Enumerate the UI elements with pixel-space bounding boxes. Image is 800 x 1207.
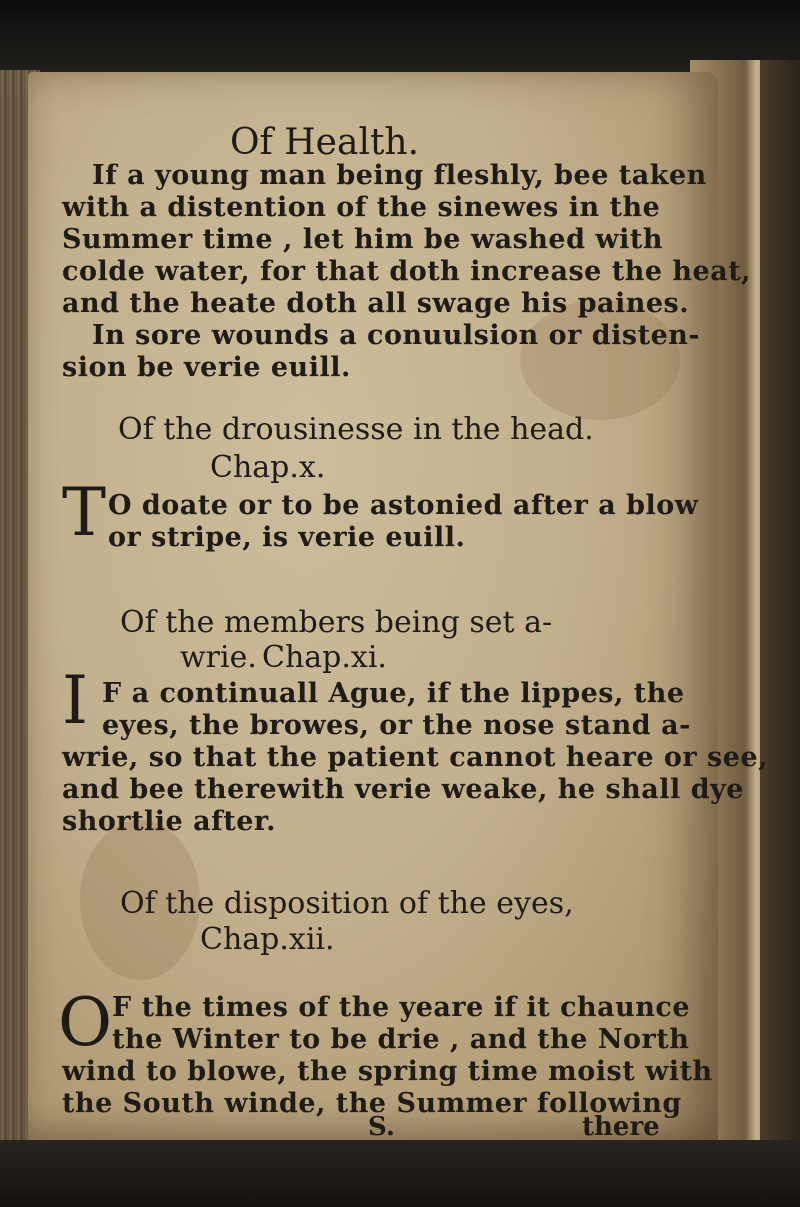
text-line: and the heate doth all swage his paines. (62, 288, 690, 319)
text-line: colde water, for that doth increase the heat, (62, 256, 752, 287)
background-bottom (0, 1140, 800, 1207)
section-title: Of the drousinesse in the head. (118, 412, 594, 447)
text-line: wind to blowe, the spring time moist with (62, 1056, 713, 1087)
text-line: sion be verie euill. (62, 352, 351, 383)
section-title-cont: wrie. (180, 640, 257, 675)
running-head: Of Health. (230, 122, 420, 163)
drop-initial: I (62, 662, 89, 739)
text-line: In sore wounds a conuulsion or disten- (92, 320, 701, 351)
text-line: Summer time , let him be washed with (62, 224, 663, 255)
text-line: the South winde, the Summer following (62, 1088, 682, 1119)
chapter-heading: Chap.xii. (200, 922, 335, 957)
drop-initial: O (58, 984, 113, 1061)
text-line: shortlie after. (62, 806, 277, 837)
text-line: the Winter to be drie , and the North (112, 1024, 690, 1055)
signature-mark: S. (368, 1112, 395, 1142)
text-line: If a young man being fleshly, bee taken (92, 160, 707, 191)
text-line: O doate or to be astonied after a blow (108, 490, 699, 521)
text-line: eyes, the browes, or the nose stand a- (102, 710, 691, 741)
text-line: F the times of the yeare if it chaunce (112, 992, 691, 1023)
section-title: Of the disposition of the eyes, (120, 886, 574, 921)
drop-initial: T (62, 474, 107, 551)
binding-shadow (760, 60, 800, 1150)
chapter-heading: Chap.xi. (262, 640, 387, 675)
section-title: Of the members being set a- (120, 605, 553, 640)
catchword: there (582, 1112, 660, 1142)
text-line: or stripe, is verie euill. (108, 522, 466, 553)
text-line: F a continuall Ague, if the lippes, the (102, 678, 685, 709)
chapter-heading: Chap.x. (210, 450, 326, 485)
text-line: and bee therewith verie weake, he shall dye (62, 774, 744, 805)
text-line: with a distention of the sinewes in the (62, 192, 661, 223)
text-line: wrie, so that the patient cannot heare or see, (62, 742, 769, 773)
